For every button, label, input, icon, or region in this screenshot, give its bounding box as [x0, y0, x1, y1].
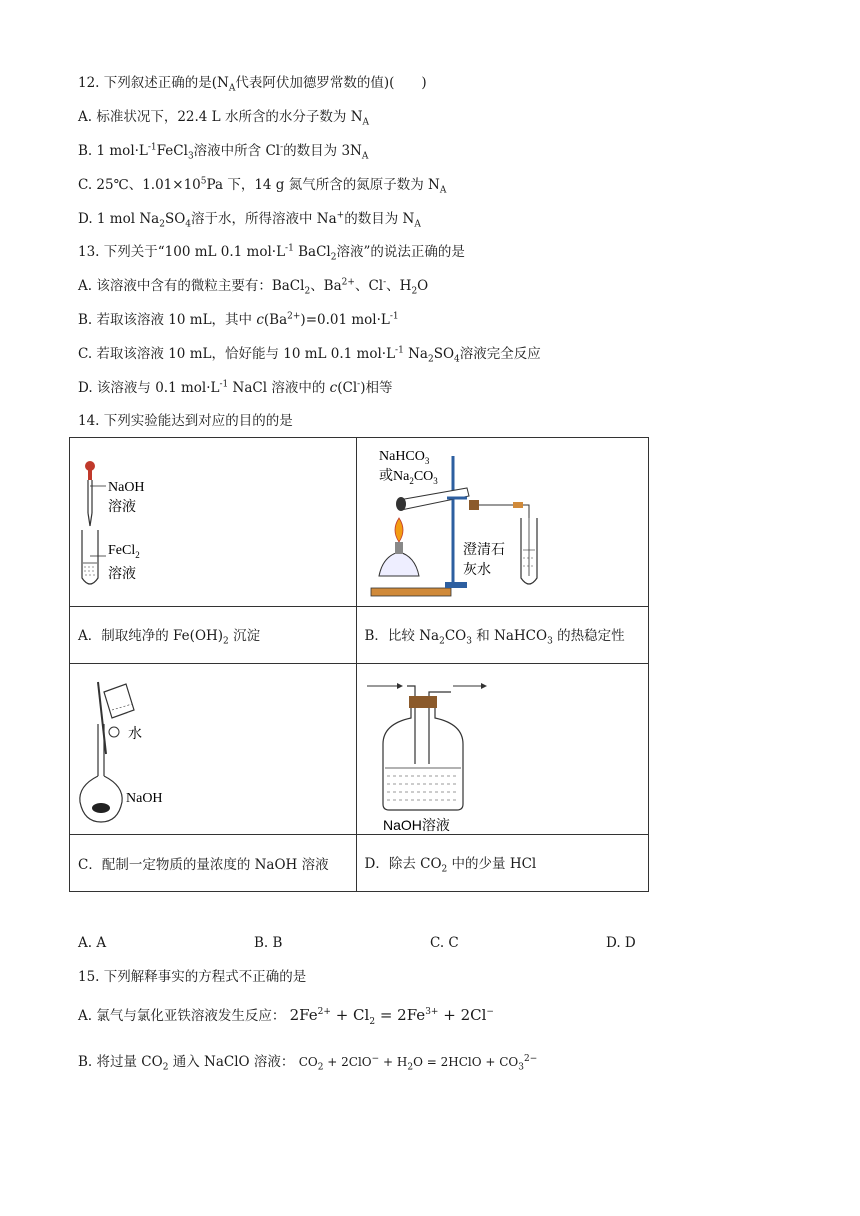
q12-stem: 12. 下列叙述正确的是($N_A$代表阿伏加德罗常数的值)( )	[78, 75, 427, 94]
q13-option-d: D. 该溶液与 0.1 $mol\cdot L^{-1}$ NaCl 溶液中的 c(Cl-)相等	[78, 379, 393, 396]
arrow-out-icon	[481, 683, 487, 689]
q15-option-b: B. 将过量 $CO_2$ 通入 NaClO 溶液： $CO_2 + 2ClO^- + H_2O$ = 2HClO + $CO_3^{2-}$	[78, 1054, 538, 1073]
option-a[interactable]: A. A	[78, 935, 107, 951]
svg-text:NaHCO3: NaHCO$_3$	[378, 449, 429, 466]
figure-d-cell	[356, 664, 649, 835]
q12-option-b: B. 1 $mol\cdot L^{-1}FeCl_3$溶液中所含 Cl-的数目为 $3N_A$	[78, 142, 369, 162]
volumetric-flask-figure	[70, 664, 356, 834]
dropper-bulb-icon	[85, 461, 95, 471]
label-solution-2: 溶液	[108, 567, 136, 582]
q12-option-a: A. 标准状况下，22.4 L 水所含的水分子数为 $N_A$	[78, 109, 370, 128]
beaker-icon	[104, 684, 134, 718]
q15-stem: 15. 下列解释事实的方程式不正确的是	[78, 969, 307, 985]
alcohol-lamp-icon	[379, 552, 419, 576]
label-limewater-1: 澄清石	[462, 543, 505, 558]
q14-table	[69, 437, 649, 892]
figure-b-cell	[356, 438, 649, 607]
label-naoh-solid: NaOH	[126, 791, 163, 806]
stand-base	[371, 588, 451, 596]
q14-stem: 14. 下列实验能达到对应的目的的是	[78, 413, 293, 429]
caption-a: A．制取纯净的 $Fe(OH)_2$ 沉淀	[70, 607, 357, 664]
caption-d: D．除去 $CO_2$ 中的少量 HCl	[356, 835, 649, 892]
stopper-icon	[409, 696, 437, 708]
figure-a-cell	[70, 438, 357, 607]
label-naoh-solution: NaOH溶液	[382, 817, 450, 833]
label-solution: 溶液	[108, 500, 136, 515]
naoh-solid-icon	[92, 803, 110, 813]
q13-option-b: B. 若取该溶液 10 mL，其中 $c(Ba^{2+})=0.01$ $mol\cdot L^{-1}$	[78, 311, 399, 328]
test-tube-icon	[82, 530, 98, 584]
option-d[interactable]: D. D	[606, 935, 636, 951]
flask-body-icon	[80, 776, 122, 822]
bottle-icon	[383, 708, 463, 810]
arrow-in-icon	[397, 683, 403, 689]
q13-stem: 13. 下列关于“100 mL 0.1 $mol\cdot L^{-1}$ BaCl$_2$溶液”的说法正确的是	[78, 243, 465, 263]
q13-option-a: A. 该溶液中含有的微粒主要有：BaCl$_2$、$Ba^{2+}$、Cl-、$H_2O$	[78, 277, 429, 297]
svg-text:或Na2CO3: 或$Na_2CO_3$	[378, 469, 438, 486]
q12-option-d: D. 1 mol $Na_2SO_4$溶于水，所得溶液中 Na+的数目为 $N_A$	[78, 210, 421, 230]
label-fecl: FeCl	[108, 543, 136, 558]
label-naoh: NaOH	[108, 480, 145, 495]
caption-b: B．比较 $Na_2CO_3$ 和 NaHCO$_3$ 的热稳定性	[356, 607, 649, 664]
q15-option-a: A. 氯气与氯化亚铁溶液发生反应： $2Fe^{2+} + Cl_2 = 2Fe^{3+} + 2Cl^-$	[78, 1006, 494, 1027]
label-na2co3: 或Na	[378, 469, 409, 484]
label-nahco3: NaHCO	[378, 449, 425, 464]
figure-c-cell	[70, 664, 357, 835]
heating-apparatus-figure	[357, 438, 649, 606]
q12-option-c: C. 25℃、$1.01\times 10^5Pa$ 下，14 g 氮气所含的氮原子数为 $N_A$	[78, 176, 447, 196]
dropper-test-tube-figure	[70, 438, 356, 606]
label-limewater-2: 灰水	[462, 563, 491, 578]
flame-icon	[395, 518, 403, 542]
gas-washing-bottle-figure	[357, 664, 649, 834]
q13-option-c: C. 若取该溶液 10 mL，恰好能与 10 mL 0.1 $mol\cdot L^{-1}$ $Na_2SO_4$溶液完全反应	[78, 345, 541, 365]
svg-text:FeCl2: FeCl$_2$	[108, 543, 140, 560]
option-c[interactable]: C. C	[430, 935, 459, 951]
label-water: 水	[128, 727, 142, 742]
option-b[interactable]: B. B	[254, 935, 283, 951]
caption-c: C．配制一定物质的量浓度的 NaOH 溶液	[70, 835, 357, 892]
